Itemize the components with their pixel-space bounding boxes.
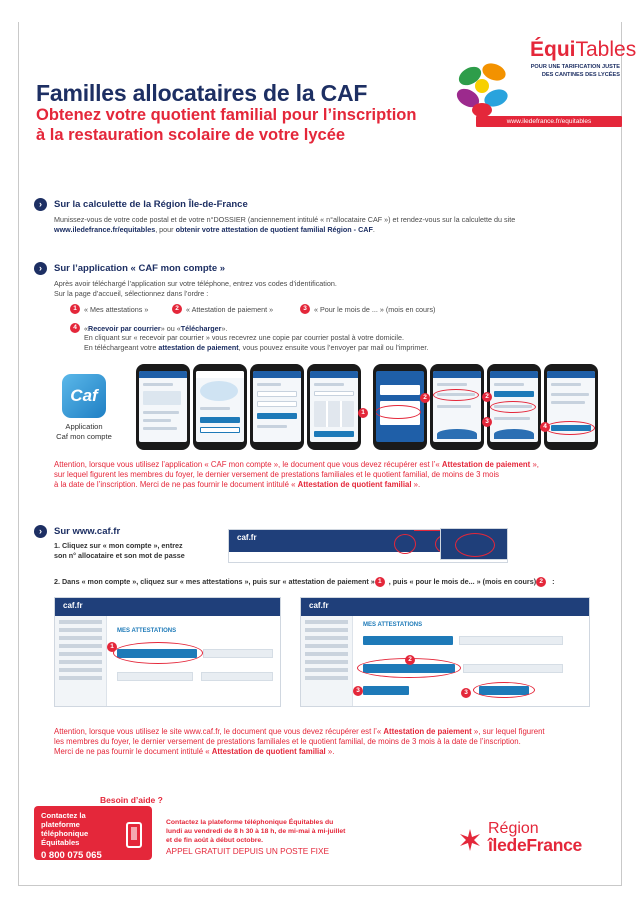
help-label: Contactez la plateforme téléphonique Équitables bbox=[41, 811, 89, 847]
page-subtitle-line1: Obtenez votre quotient familial pour l’inscription bbox=[36, 106, 417, 124]
contact-hours: Contactez la plateforme téléphonique Équitables du lundi au vendredi de 8 h 30 à 18 h, de mi-mai à mi-juillet et de fin août à début octobre. bbox=[166, 819, 346, 844]
caf-app-icon: Caf bbox=[62, 374, 106, 418]
page-title: Familles allocataires de la CAF bbox=[36, 80, 368, 106]
phone-screenshot-paiement bbox=[430, 364, 484, 450]
phone-marker-2b: 2 bbox=[482, 388, 496, 406]
phone-marker-1: 1 bbox=[358, 404, 372, 422]
logo-tagline-2: DES CANTINES DES LYCÉES bbox=[541, 72, 620, 78]
phone-marker-3: 3 bbox=[482, 413, 496, 431]
logo-name: ÉquiTables bbox=[530, 38, 637, 61]
section-app-heading: › Sur l’application « CAF mon compte » bbox=[34, 262, 225, 275]
cafr-paiement-screenshot: caf.fr MES ATTESTATIONS 2 3 3 bbox=[300, 597, 590, 707]
region-name: îledeFrance bbox=[488, 835, 582, 855]
app-step-1: 1 « Mes attestations » bbox=[70, 304, 148, 314]
cafr-attestations-screenshot: caf.fr MES ATTESTATIONS 1 bbox=[54, 597, 281, 707]
section-cafr-heading: › Sur www.caf.fr bbox=[34, 525, 120, 538]
phone-screenshot-welcome bbox=[193, 364, 247, 450]
help-title: Besoin d’aide ? bbox=[100, 795, 163, 805]
chevron-right-icon: › bbox=[34, 262, 47, 275]
chevron-right-icon: › bbox=[34, 198, 47, 211]
calculette-link[interactable]: www.iledefrance.fr/equitables bbox=[54, 225, 156, 234]
section-app-intro: Après avoir téléchargé l’application sur votre téléphone, entrez vos codes d’identification. Sur la page d’accueil, sélectionnez dans l’ordre : bbox=[54, 279, 337, 298]
cafr-header-screenshot: caf.fr bbox=[228, 529, 508, 563]
cafr-moncompte-zoom bbox=[440, 528, 508, 560]
help-phone-number[interactable]: 0 800 075 065 bbox=[41, 850, 102, 861]
phone-screenshot-mois bbox=[487, 364, 541, 450]
help-phone-box[interactable] bbox=[34, 806, 152, 860]
app-warning: Attention, lorsque vous utilisez l’application « CAF mon compte », le document que vous devez récupérer est l’« Attestation de paiement », sur lequel figurent les membres du foyer, le dernier versement de prestations familiales et le quotient familial, de moins de 3 mois à la date de l’inscription. Merci de ne pas fournir le document intitulé « Attestation de quotient familial ». bbox=[54, 460, 539, 489]
cafr-warning: Attention, lorsque vous utilisez le site www.caf.fr, le document que vous devez récupérer est l’« Attestation de paiement », sur lequel figurent les membres du foyer, le dernier versement de prestations familiales et le quotient familial, de moins de 3 mois à la date de l’inscription. Merci de ne pas fournir le document intitulé « Attestation de quotient familial ». bbox=[54, 727, 545, 756]
phone-marker-2a: 2 bbox=[420, 389, 434, 407]
section-calculette-text: Munissez-vous de votre code postal et de votre n°DOSSIER (anciennement intitulé « n°allocataire CAF ») et rendez-vous sur la calculette du site www.iledefrance.fr/equitables, pour obtenir votre attestation de quotient familial Région - CAF. bbox=[54, 215, 516, 234]
phone-screenshot-attestations bbox=[373, 364, 427, 450]
phone-marker-4: 4 bbox=[540, 418, 554, 436]
page-subtitle-line2: à la restauration scolaire de votre lycée bbox=[36, 126, 346, 144]
app-step-4-details: En cliquant sur « recevoir par courrier » vous recevrez une copie par courrier postal à votre domicile. En téléchargeant votre attestation de paiement, vous pouvez ensuite vous l’envoyer par mail ou l’imprimer. bbox=[84, 333, 429, 352]
petals-icon bbox=[454, 58, 516, 120]
mobile-phone-icon bbox=[126, 822, 142, 848]
phone-screenshot-login bbox=[250, 364, 304, 450]
app-step-3: 3 « Pour le mois de ... » (mois en cours) bbox=[300, 304, 435, 314]
caf-app-label: Application Caf mon compte bbox=[56, 422, 112, 441]
logo-url[interactable]: www.iledefrance.fr/equitables bbox=[476, 116, 622, 127]
app-step-2: 2 « Attestation de paiement » bbox=[172, 304, 273, 314]
app-step-4: 4 « Recevoir par courrier » ou « Télécharger ». bbox=[70, 323, 227, 333]
region-iledefrance-logo bbox=[458, 820, 582, 856]
phone-screenshot-keypad bbox=[307, 364, 361, 450]
section-calculette-heading: › Sur la calculette de la Région Île-de-France bbox=[34, 198, 248, 211]
region-star-icon bbox=[458, 828, 482, 852]
equitables-logo bbox=[452, 36, 637, 128]
logo-tagline-1: POUR UNE TARIFICATION JUSTE bbox=[530, 64, 620, 70]
phone-screenshot-home bbox=[136, 364, 190, 450]
cafr-step-2: 2. Dans « mon compte », cliquez sur « mes attestations », puis sur « attestation de paiement » 1 , puis « pour le mois de... » (mois en cours) 2 : bbox=[54, 577, 555, 586]
chevron-right-icon: › bbox=[34, 525, 47, 538]
contact-free-call: APPEL GRATUIT DEPUIS UN POSTE FIXE bbox=[166, 846, 330, 856]
phone-screenshot-telecharger bbox=[544, 364, 598, 450]
region-label: Région bbox=[488, 820, 539, 837]
cafr-step-1: 1. Cliquez sur « mon compte », entrez son n° allocataire et son mot de passe bbox=[54, 541, 185, 560]
